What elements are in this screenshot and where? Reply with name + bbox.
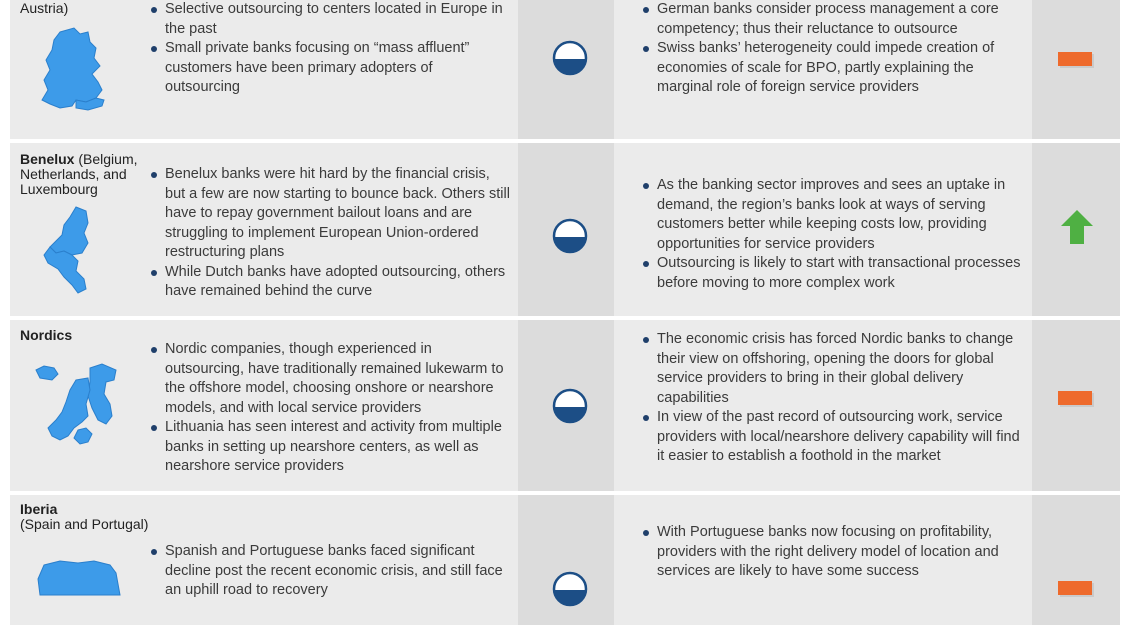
region-cell <box>10 0 150 139</box>
current-state-list <box>150 0 510 98</box>
current-state-list <box>150 340 510 477</box>
outlook-list <box>642 176 1022 293</box>
region-row-nordics <box>10 320 1120 491</box>
current-state-cell <box>150 0 518 139</box>
maturity-cell <box>518 495 614 625</box>
region-name: Austria) <box>20 0 69 16</box>
green-up-arrow-icon <box>1058 207 1098 247</box>
outlook-list <box>642 523 1022 582</box>
current-state-list <box>150 165 510 302</box>
list-item: In view of the past record of outsourcing work, service providers with local/nearshore delivery capability will find it easier to establish a foothold in the market <box>642 408 1022 467</box>
list-item: As the banking sector improves and sees an uptake in demand, the region’s banks look at ways of serving customers better while keeping costs low, providing opportunities for service providers <box>642 176 1022 254</box>
region-cell <box>10 143 150 316</box>
outlook-cell <box>614 0 1032 139</box>
half-filled-harvey-ball-icon <box>552 571 588 607</box>
list-item: With Portuguese banks now focusing on profitability, providers with the right delivery model of location and services are likely to have some success <box>642 523 1022 582</box>
maturity-cell <box>518 320 614 491</box>
orange-dash-icon <box>1058 389 1096 409</box>
list-item: Selective outsourcing to centers located in Europe in the past <box>150 0 510 39</box>
current-state-cell <box>150 495 518 625</box>
region-cell <box>10 320 150 491</box>
germany-switzerland-austria-map-icon <box>30 24 120 114</box>
region-name: Iberia (Spain and Portugal) <box>20 501 149 532</box>
current-state-cell <box>150 143 518 316</box>
region-row-benelux <box>10 143 1120 316</box>
list-item: German banks consider process management a core competency; thus their reluctance to outsource <box>642 0 1022 39</box>
maturity-cell <box>518 0 614 139</box>
list-item: Small private banks focusing on “mass affluent” customers have been primary adopters of outsourcing <box>150 39 510 98</box>
half-filled-harvey-ball-icon <box>552 40 588 76</box>
list-item: The economic crisis has forced Nordic banks to change their view on offshoring, opening the doors for global service providers to bring in their global delivery capabilities <box>642 330 1022 408</box>
list-item: Outsourcing is likely to start with transactional processes before moving to more complex work <box>642 254 1022 293</box>
list-item: Lithuania has seen interest and activity from multiple banks in setting up nearshore centers, as well as nearshore service providers <box>150 418 510 477</box>
trend-cell <box>1032 495 1120 625</box>
nordics-map-icon <box>32 360 132 455</box>
orange-dash-icon <box>1058 579 1096 599</box>
half-filled-harvey-ball-icon <box>552 218 588 254</box>
outlook-list <box>642 0 1022 98</box>
iberia-map-icon <box>30 555 130 615</box>
current-state-cell <box>150 320 518 491</box>
region-name: Benelux (Belgium, Netherlands, and Luxembourg <box>20 151 138 197</box>
outlook-list <box>642 330 1022 467</box>
outlook-cell <box>614 143 1032 316</box>
list-item: Spanish and Portuguese banks faced significant decline post the recent economic crisis, and still face an uphill road to recovery <box>150 542 510 601</box>
orange-dash-icon <box>1058 50 1096 70</box>
list-item: While Dutch banks have adopted outsourcing, others have remained behind the curve <box>150 263 510 302</box>
region-row-iberia <box>10 495 1120 625</box>
outlook-cell <box>614 320 1032 491</box>
current-state-list <box>150 542 510 601</box>
list-item: Nordic companies, though experienced in outsourcing, have traditionally remained lukewarm to the offshore model, choosing onshore or nearshore models, and with local service providers <box>150 340 510 418</box>
benelux-map-icon <box>42 205 102 297</box>
list-item: Benelux banks were hit hard by the financial crisis, but a few are now starting to bounce back. Others still have to repay government bailout loans and are struggling to implement European Union-ordered restructuring plans <box>150 165 510 263</box>
trend-cell <box>1032 0 1120 139</box>
region-row-dach <box>10 0 1120 139</box>
trend-cell <box>1032 143 1120 316</box>
region-cell <box>10 495 150 625</box>
half-filled-harvey-ball-icon <box>552 388 588 424</box>
outlook-cell <box>614 495 1032 625</box>
maturity-cell <box>518 143 614 316</box>
region-name: Nordics <box>20 327 73 343</box>
trend-cell <box>1032 320 1120 491</box>
list-item: Swiss banks’ heterogeneity could impede creation of economies of scale for BPO, partly explaining the marginal role of foreign service providers <box>642 39 1022 98</box>
